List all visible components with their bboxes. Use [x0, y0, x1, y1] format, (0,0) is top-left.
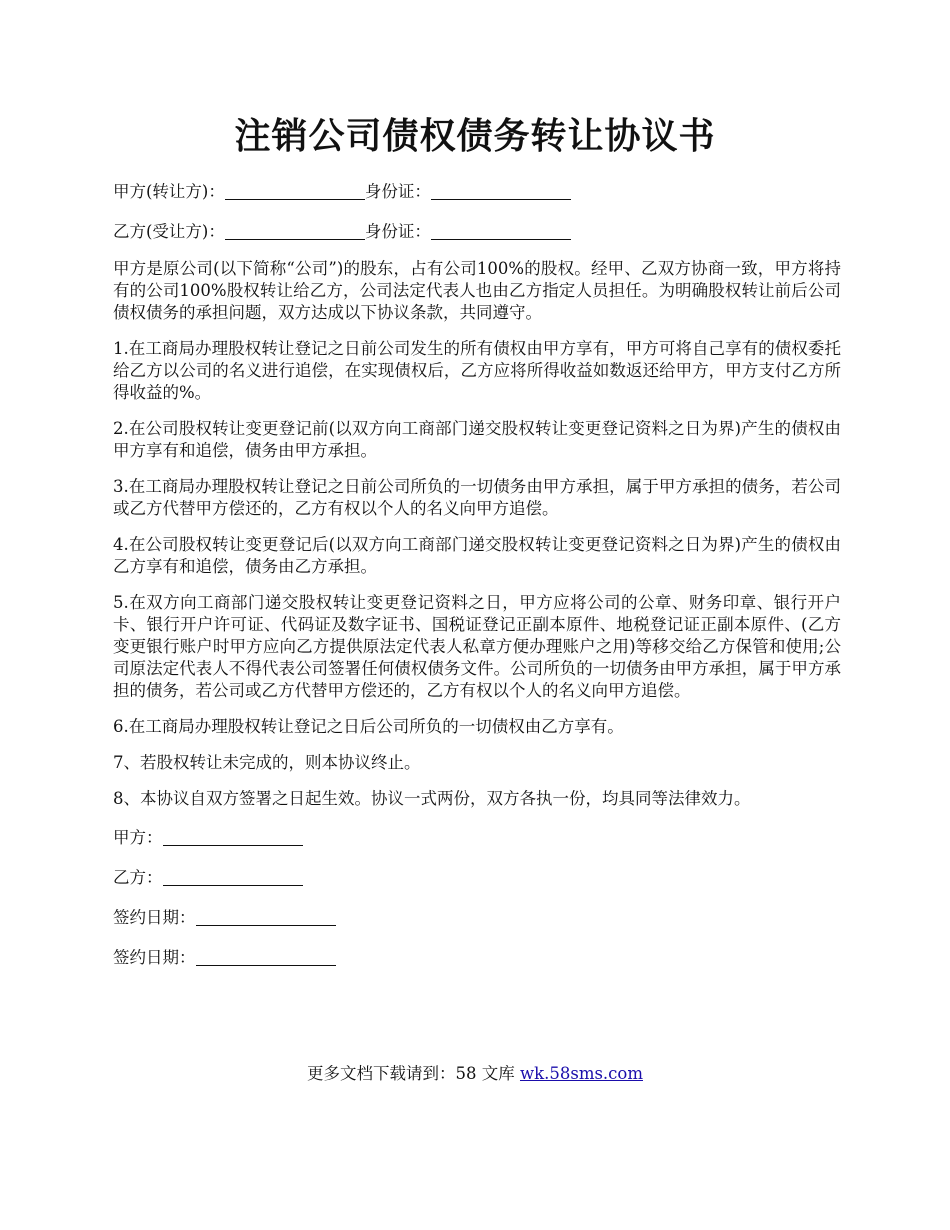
clause-1: 1.在工商局办理股权转让登记之日前公司发生的所有债权由甲方享有，甲方可将自己享有的债权委托给乙方以公司的名义进行追偿，在实现债权后，乙方应将所得收益如数返还给甲方，甲方支付乙方所得收益的%。 — [113, 339, 841, 402]
footer — [0, 1062, 950, 1086]
party-a-line — [113, 178, 841, 206]
party-b-label: 乙方(受让方)： — [113, 222, 225, 241]
clause-8: 8、本协议自双方签署之日起生效。协议一式两份，双方各执一份，均具同等法律效力。 — [113, 789, 751, 808]
party-a-label: 甲方(转让方)： — [113, 182, 225, 201]
party-a-id-label: 身份证： — [364, 182, 431, 201]
clause-6: 6.在工商局办理股权转让登记之日后公司所负的一切债权由乙方享有。 — [113, 717, 624, 736]
signing-date-2 — [113, 944, 841, 972]
signing-date-1 — [113, 904, 841, 932]
clause-7: 7、若股权转让未完成的，则本协议终止。 — [113, 753, 421, 772]
signature-party-b-blank — [163, 867, 303, 886]
document-body — [113, 178, 841, 984]
signature-party-a-label: 甲方： — [113, 828, 163, 847]
signing-date-1-label: 签约日期： — [113, 908, 196, 927]
footer-link[interactable]: wk.58sms.com — [519, 1064, 643, 1083]
signature-party-b-label: 乙方： — [113, 868, 163, 887]
signing-date-1-blank — [196, 907, 336, 926]
signature-party-a — [113, 824, 841, 852]
signature-party-b — [113, 864, 841, 892]
intro-paragraph: 甲方是原公司(以下简称“公司”)的股东，占有公司100%的股权。经甲、乙双方协商一致，甲方将持有的公司100%股权转让给乙方，公司法定代表人也由乙方指定人员担任。为明确股权转让前后公司债权债务的承担问题，双方达成以下协议条款，共同遵守。 — [113, 259, 841, 322]
document-title: 注销公司债权债务转让协议书 — [234, 115, 716, 157]
clause-2: 2.在公司股权转让变更登记前(以双方向工商部门递交股权转让变更登记资料之日为界)产生的债权由甲方享有和追偿，债务由甲方承担。 — [113, 419, 841, 460]
party-a-name-blank — [225, 181, 365, 200]
signing-date-2-label: 签约日期： — [113, 948, 196, 967]
party-b-name-blank — [225, 221, 365, 240]
signature-party-a-blank — [163, 827, 303, 846]
party-b-id-blank — [431, 221, 571, 240]
party-b-id-label: 身份证： — [364, 222, 431, 241]
clause-5: 5.在双方向工商部门递交股权转让变更登记资料之日，甲方应将公司的公章、财务印章、银行开户卡、银行开户许可证、代码证及数字证书、国税证登记正副本原件、地税登记证正副本原件、(乙方变更银行账户时甲方应向乙方提供原法定代表人私章方便办理账户之用)等移交给乙方保管和使用;公司原法定代表人不得代表公司签署任何债权债务文件。公司所负的一切债务由甲方承担，属于甲方承担的债务，若公司或乙方代替甲方偿还的，乙方有权以个人的名义向甲方追偿。 — [113, 593, 841, 700]
signing-date-2-blank — [196, 947, 336, 966]
party-a-id-blank — [431, 181, 571, 200]
party-b-line — [113, 218, 841, 246]
footer-prefix: 更多文档下载请到：58 文库 — [306, 1064, 520, 1083]
clause-3: 3.在工商局办理股权转让登记之日前公司所负的一切债务由甲方承担，属于甲方承担的债务，若公司或乙方代替甲方偿还的，乙方有权以个人的名义向甲方追偿。 — [113, 477, 841, 518]
clause-4: 4.在公司股权转让变更登记后(以双方向工商部门递交股权转让变更登记资料之日为界)产生的债权由乙方享有和追偿，债务由乙方承担。 — [113, 535, 841, 576]
